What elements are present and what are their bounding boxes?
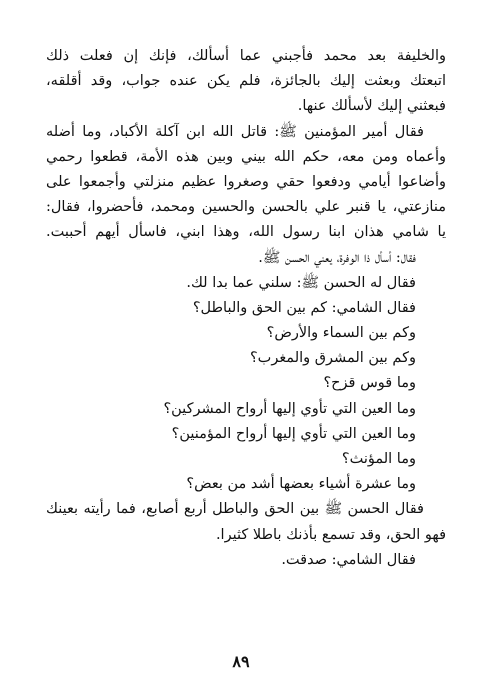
text-line-15: وما العين التي تأوي إليها أرواح المشركين؟ xyxy=(163,400,416,417)
text-line-12: وكم بين السماء والأرض؟ xyxy=(266,325,416,342)
page-number: ٨٩ xyxy=(232,652,250,671)
text-line-11: فقال الشامي: كم بين الحق والباطل؟ xyxy=(192,299,416,316)
text-line-17: وما المؤنث؟ xyxy=(341,451,416,467)
text-line-20: فهو الحق، وقد تسمع بأذنك باطلا كثيرا. xyxy=(215,526,446,543)
text-line-9: فقال: أسأل ذا الوفرة، يعني الحسن ﷺ. xyxy=(258,249,416,266)
text-line-14: وما قوس قزح؟ xyxy=(323,375,416,392)
text-line-4: فقال أمير المؤمنين ﷺ: قاتل الله ابن آكلة الأكباد، وما أضله xyxy=(46,123,424,140)
text-line-6: وأضاعوا أيامي ودفعوا حقي وصغروا عظيم منزلتي وأجمعوا على xyxy=(46,173,446,190)
text-line-19: فقال الحسن ﷺ بين الحق والباطل أربع أصابع، فما رأيته بعينك xyxy=(46,501,424,518)
text-line-10: فقال له الحسن ﷺ: سلني عما بدا لك. xyxy=(186,274,416,291)
text-line-8: يا شامي هذان ابنا رسول الله، وهذا ابني، فاسأل أيهم أحببت. xyxy=(46,224,446,241)
text-line-13: وكم بين المشرق والمغرب؟ xyxy=(249,350,416,367)
text-line-18: وما عشرة أشياء بعضها أشد من بعض؟ xyxy=(186,476,416,493)
text-line-16: وما العين التي تأوي إليها أرواح المؤمنين؟ xyxy=(171,425,416,442)
text-line-5: وأعماه ومن معه، حكم الله بيني وبين هذه الأمة، قطعوا رحمي xyxy=(46,148,446,165)
text-line-2: اتبعتك وبعثت إليك بالجائزة، فلم يكن عنده جواب، وقد أقلقه، xyxy=(46,73,446,90)
text-line-21: فقال الشامي: صدقت. xyxy=(281,551,416,568)
body-text xyxy=(46,44,446,573)
text-line-3: فبعثني إليك لأسألك عنها. xyxy=(297,98,446,115)
text-line-7: منازعتي، يا قنبر علي بالحسن والحسين ومحمد، فأحضروا، فقال: xyxy=(46,199,446,216)
text-line-1: والخليفة بعد محمد فأجبني عما أسألك، فإنك إن فعلت ذلك xyxy=(46,48,446,64)
